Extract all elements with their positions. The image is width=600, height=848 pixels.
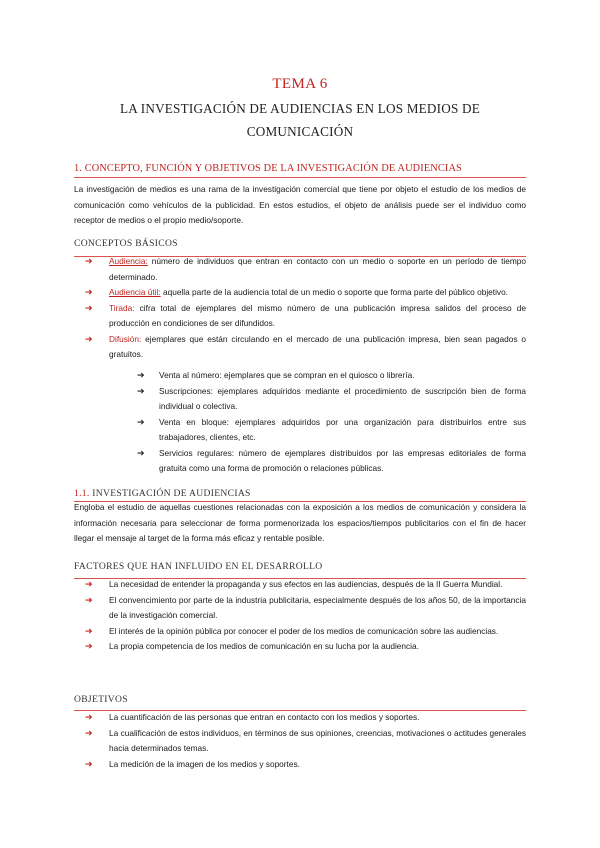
conceptos-list [74,254,526,363]
arrow-right-icon: ➔ [85,287,93,297]
arrow-right-icon: ➔ [137,416,145,427]
objetivo-text: La cuantificación de las personas que entran en contacto con los medios y soportes. [109,712,420,722]
factores-heading: FACTORES QUE HAN INFLUIDO EN EL DESARROLLO [74,561,323,572]
list-item [74,332,526,363]
definition-audiencia-util: aquella parte de la audiencia total de un medio o soporte que forma parte del público objetivo. [160,287,508,297]
arrow-right-icon: ➔ [85,256,93,266]
term-audiencia-util: Audiencia útil: [109,287,161,297]
section-1-1-paragraph: Engloba el estudio de aquellas cuestiones relacionadas con la exposición a los medios de comunicación y considera la información necesaria para seleccionar de forma pormenorizada los espacios/tiempos publicitarios con el fin de hacer llegar el mensaje al target de la forma más eficaz y rentable posible. [74,502,526,543]
list-item [74,639,526,655]
subitem-text: Venta en bloque: ejemplares adquiridos por una organización para distribuirlos entre sus trabajadores, clientes, etc. [159,416,526,442]
arrow-right-icon: ➔ [85,333,93,344]
factor-text: La propia competencia de los medios de comunicación en su lucha por la audiencia. [109,641,419,651]
objetivos-list [74,710,526,772]
conceptos-heading: CONCEPTOS BÁSICOS [74,238,178,249]
subitem-text: Suscripciones: ejemplares adquiridos mediante el procedimiento de suscripción bien de forma individual o colectiva. [159,385,526,411]
arrow-right-icon: ➔ [85,302,93,313]
arrow-right-icon: ➔ [137,385,145,396]
list-item [125,446,526,477]
arrow-right-icon: ➔ [85,641,93,651]
list-item [74,726,526,757]
list-item [74,285,526,301]
arrow-right-icon: ➔ [85,727,93,738]
difusion-sublist [125,368,526,477]
list-item [125,368,526,384]
objetivos-heading: OBJETIVOS [74,694,128,705]
section-1-1-title: INVESTIGACIÓN DE AUDIENCIAS [89,488,251,499]
term-tirada: Tirada: [109,302,135,313]
arrow-right-icon: ➔ [137,370,145,380]
objetivo-text: La medición de la imagen de los medios y soportes. [109,758,300,769]
definition-tirada: cifra total de ejemplares del mismo número de una publicación impresa salidos del proceso de producción en condiciones de ser difundidos. [109,302,526,328]
chapter-title-line-1: LA INVESTIGACIÓN DE AUDIENCIAS EN LOS MEDIOS DE [120,101,480,116]
term-difusion: Difusión: [109,333,142,344]
arrow-right-icon: ➔ [85,579,93,589]
definition-audiencia: número de individuos que entran en contacto con un medio o soporte en un período de tiempo determinado. [109,256,526,282]
section-1-heading: 1. CONCEPTO, FUNCIÓN Y OBJETIVOS DE LA INVESTIGACIÓN DE AUDIENCIAS [74,163,462,174]
factor-text: La necesidad de entender la propaganda y sus efectos en las audiencias, después de la II Guerra Mundial. [109,579,503,589]
section-1-rule [74,177,526,178]
chapter-title [80,97,520,143]
list-item [74,757,526,773]
list-item [74,301,526,332]
list-item [74,577,526,593]
list-item [125,415,526,446]
term-audiencia: Audiencia: [109,256,148,266]
difusion-sublist-wrapper [125,368,526,477]
section-1-1-heading [74,488,251,499]
factor-text: El convencimiento por parte de la industria publicitaria, especialmente después de los años 50, de la importancia de la investigación comercial. [109,594,526,620]
subitem-text: Venta al número: ejemplares que se compran en el quiosco o librería. [159,370,415,380]
factores-list [74,577,526,655]
arrow-right-icon: ➔ [85,625,93,636]
section-1-1-number: 1.1. [74,488,90,499]
chapter-title-line-2: COMUNICACIÓN [246,124,354,139]
list-item [74,593,526,624]
factor-text: El interés de la opinión pública por conocer el poder de los medios de comunicación sobre las audiencias. [109,625,499,636]
list-item [74,710,526,726]
objetivo-text: La cualificación de estos individuos, en términos de sus opiniones, creencias, motivaciones o actitudes generales hacia determinados temas. [109,727,526,753]
chapter-number: TEMA 6 [272,76,328,92]
subitem-text: Servicios regulares: número de ejemplares distribuidos por las empresas editoriales de forma gratuita como una forma de promoción o relaciones públicas. [159,447,526,473]
definition-difusion: ejemplares que están circulando en el mercado de una publicación impresa, bien sean pagados o gratuitos. [109,333,526,359]
arrow-right-icon: ➔ [137,447,145,458]
list-item [125,384,526,415]
section-1-paragraph: La investigación de medios es una rama de la investigación comercial que tiene por objeto el estudio de los medios de comunicación como vehículos de la publicidad. En estos estudios, el objeto de análisis puede ser el individuo como receptor de medios o el propio medio/soporte. [74,184,526,225]
list-item [74,254,526,285]
arrow-right-icon: ➔ [85,712,93,722]
arrow-right-icon: ➔ [85,594,93,605]
list-item [74,624,526,640]
arrow-right-icon: ➔ [85,758,93,769]
